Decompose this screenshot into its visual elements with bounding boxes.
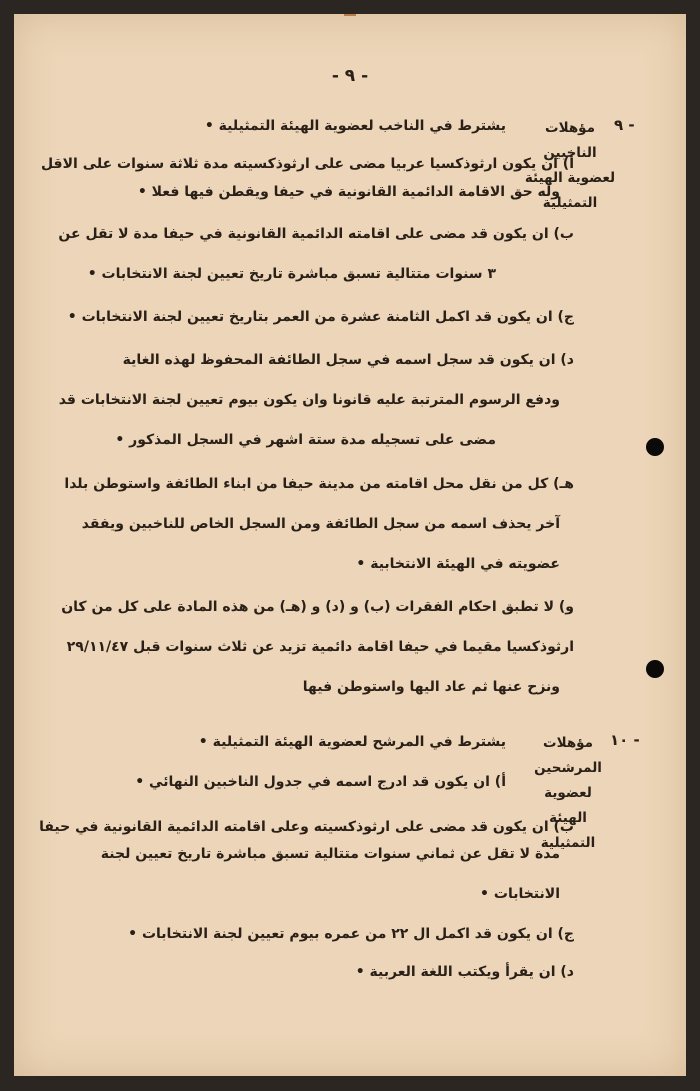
article-9-line: ودفع الرسوم المترتبة عليه قانونا وان يكون بيوم تعيين لجنة الانتخابات قد xyxy=(58,392,560,408)
article-9-line: ونزح عنها ثم عاد اليها واستوطن فيها xyxy=(302,679,560,695)
article-9-line: ب) ان يكون قد مضى على اقامته الدائمية القانونية في حيفا مدة لا تقل عن xyxy=(58,226,574,242)
punch-hole xyxy=(646,660,664,678)
article-10-line: د) ان يقرأ ويكتب اللغة العربية • xyxy=(355,964,574,980)
article-9-line: ارثوذكسيا مقيما في حيفا اقامة دائمية تزيد عن ثلاث سنوات قبل ٢٩/١١/٤٧ xyxy=(66,639,574,655)
side-title-line: مؤهلات xyxy=(543,735,593,751)
article-9-line: و) لا تطبق احكام الفقرات (ب) و (د) و (هـ) من هذه المادة على كل من كان xyxy=(61,599,574,615)
ruler-mark xyxy=(344,14,356,16)
side-title-line: التمثيلية xyxy=(542,195,598,211)
article-10-line: أ) ان يكون قد ادرج اسمه في جدول الناخبين النهائي • xyxy=(135,774,506,790)
article-9-line: أ) ان يكون ارثوذكسيا عربيا مضى على ارثوذكسيته مدة ثلاثة سنوات على الاقل xyxy=(40,156,574,172)
side-title-line: المرشحين xyxy=(534,760,602,776)
side-title-line: الهيئة xyxy=(549,810,587,826)
article-10-line: مدة لا تقل عن ثماني سنوات متتالية تسبق مباشرة تاريخ تعيين لجنة xyxy=(100,846,560,862)
punch-hole xyxy=(646,438,664,456)
article-9-line: د) ان يكون قد سجل اسمه في سجل الطائفة المحفوظ لهذه الغاية xyxy=(122,352,574,368)
article-10-intro: يشترط في المرشح لعضوية الهيئة التمثيلية • xyxy=(198,734,506,750)
article-10-line: ب) ان يكون قد مضى على ارثوذكسيته وعلى اقامته الدائمية القانونية في حيفا xyxy=(39,819,574,835)
document-page xyxy=(14,14,686,1076)
article-9-line: ٣ سنوات متتالية تسبق مباشرة تاريخ تعيين لجنة الانتخابات • xyxy=(87,266,496,282)
side-title-line: لعضوية الهيئة xyxy=(524,170,616,186)
side-title-line: مؤهلات xyxy=(545,120,595,136)
article-10-side-title xyxy=(524,731,612,856)
article-9-line: عضويته في الهيئة الانتخابية • xyxy=(356,556,560,572)
page-number: - ٩ - xyxy=(331,66,369,86)
article-9-intro: يشترط في الناخب لعضوية الهيئة التمثيلية • xyxy=(204,118,506,134)
article-10-line: الانتخابات • xyxy=(480,886,560,902)
article-10-number: ١٠ - xyxy=(610,731,640,749)
side-title-line: لعضوية xyxy=(544,785,592,801)
side-title-line: التمثيلية xyxy=(540,835,596,851)
article-9-line: مضى على تسجيله مدة ستة اشهر في السجل المذكور • xyxy=(115,432,496,448)
article-9-line: آخر يحذف اسمه من سجل الطائفة ومن السجل الخاص للناخبين ويفقد xyxy=(81,516,560,532)
article-9-line: هـ) كل من نقل محل اقامته من مدينة حيفا من ابناء الطائفة واستوطن بلدا xyxy=(64,476,574,492)
article-10-line: ج) ان يكون قد اكمل ال ٢٢ من عمره بيوم تعيين لجنة الانتخابات • xyxy=(128,926,574,942)
article-9-line: وله حق الاقامة الدائمية القانونية في حيفا ويقطن فيها فعلا • xyxy=(137,184,560,200)
article-9-line: ج) ان يكون قد اكمل الثامنة عشرة من العمر بتاريخ تعيين لجنة الانتخابات • xyxy=(67,309,574,325)
article-9-number: ٩ - xyxy=(614,116,635,134)
side-title-line: الناخبين xyxy=(543,145,597,161)
